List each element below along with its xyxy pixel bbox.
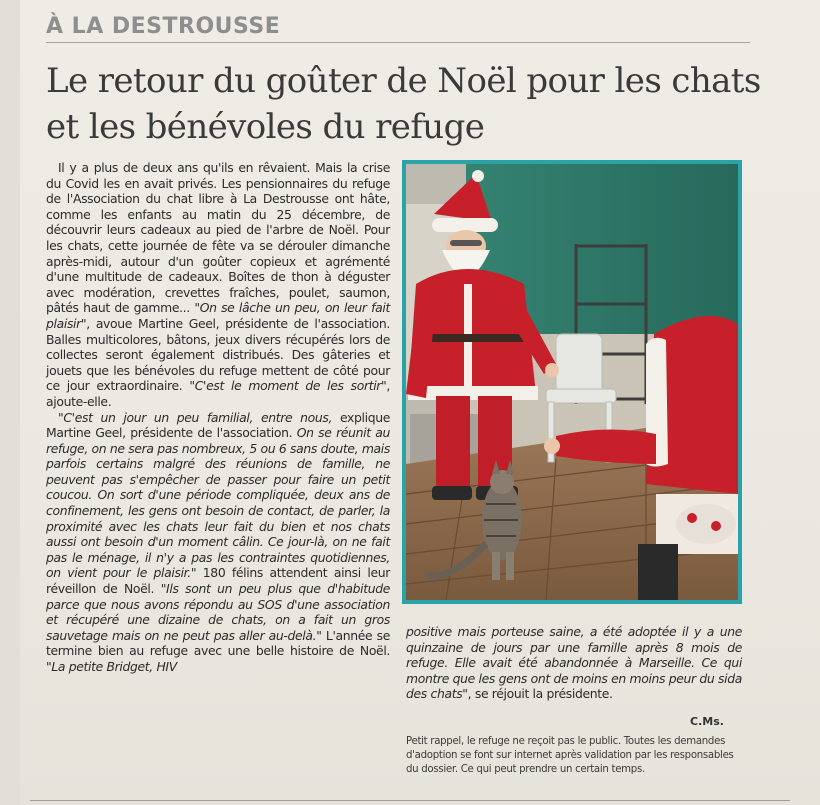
reminder-note: Petit rappel, le refuge ne reçoit pas le public. Toutes les demandes d'adoption se font sur internet après validation par les responsables du dossier. Ce qui peut prendre un certain temps. — [406, 736, 734, 776]
text-run: 180 félins attendent ainsi leur réveillon de Noël. — [46, 565, 391, 597]
quote-run: "C'est un jour un peu familial, entre nous, — [58, 409, 333, 425]
article-photo — [402, 160, 742, 604]
paragraph-3 — [406, 624, 742, 702]
rubric-divider — [46, 42, 750, 43]
article-column-right — [406, 624, 742, 702]
paragraph-2 — [46, 410, 390, 675]
quote-run: "La petite Bridget, HIV — [46, 659, 177, 674]
text-run: , avoue Martine Geel, présidente de l'association. Balles multicolores, bâtons, jeux divers récupérés lors de collectes seront également distribués. Des gâteries et jouets que les bénévoles du refuge mettent de côté pour ce jour extraordinaire. — [46, 315, 390, 394]
text-run: Il y a plus de deux ans qu'ils en rêvaient. Mais la crise du Covid les en avait privés. Les pensionnaires du refuge de l'Association du chat libre à La Destrousse ont hâte, comme les enfants au matin du 25 décembre, de découvrir leurs cadeaux au pied de l'arbre de Noël. Pour les chats, cette journée de fête va se dérouler dimanche après-midi, autour d'un goûter copieux et agrémenté d'une multitude de cadeaux. Boîtes de thon à déguster avec modération, crevettes fraîches, poulet, saumon, pâtés haut de gamme... — [46, 160, 390, 316]
page-gutter — [0, 0, 20, 805]
text-run: L'année se termine bien au refuge avec une belle histoire de Noël. — [46, 627, 390, 659]
author-signature: C.Ms. — [690, 715, 724, 728]
article-headline: Le retour du goûter de Noël pour les chats et les bénévoles du refuge — [46, 61, 761, 147]
article-column-left — [46, 160, 390, 675]
text-run: , ajoute-elle. — [46, 378, 390, 409]
santa-cat-illustration — [406, 164, 738, 600]
text-run: , se réjouit la présidente. — [467, 686, 613, 702]
bottom-divider — [30, 800, 790, 801]
quote-run: "C'est le moment de les sortir" — [189, 378, 387, 394]
quote-run: "Ils sont un peu plus que d'habitude parce que nous avons répondu au SOS d'une association et récupéré une dizaine de chats, on a fait un gros sauvetage mais on ne peut pas aller au-delà." — [46, 581, 391, 643]
paragraph-1 — [46, 160, 390, 410]
text-run: explique Martine Geel, présidente de l'association. — [46, 409, 390, 441]
section-rubric: À LA DESTROUSSE — [46, 14, 281, 39]
quote-run: "On se lâche un peu, on leur fait plaisir" — [46, 300, 390, 331]
quote-run: On se réunit au refuge, on ne sera pas nombreux, 5 ou 6 sans doute, mais parfois certains malgré des réunions de famille, ne peuvent pas s'empêcher de passer pour faire un petit coucou. On sort d'une période compliquée, deux ans de confinement, les gens ont besoin de contact, de parler, la proximité avec les chats leur fait du bien et nos chats aussi ont besoin d'un moment câlin. Ce jour-là, on ne fait pas le ménage, il n'y a pas les contraintes quotidiennes, on vient pour le plaisir." — [46, 425, 390, 581]
quote-run: positive mais porteuse saine, a été adoptée il y a une quinzaine de jours par une famille après 8 mois de refuge. Elle avait été abandonnée à Marseille. Ce qui montre que les gens ont de moins en moins peur du sida des chats" — [406, 624, 742, 702]
